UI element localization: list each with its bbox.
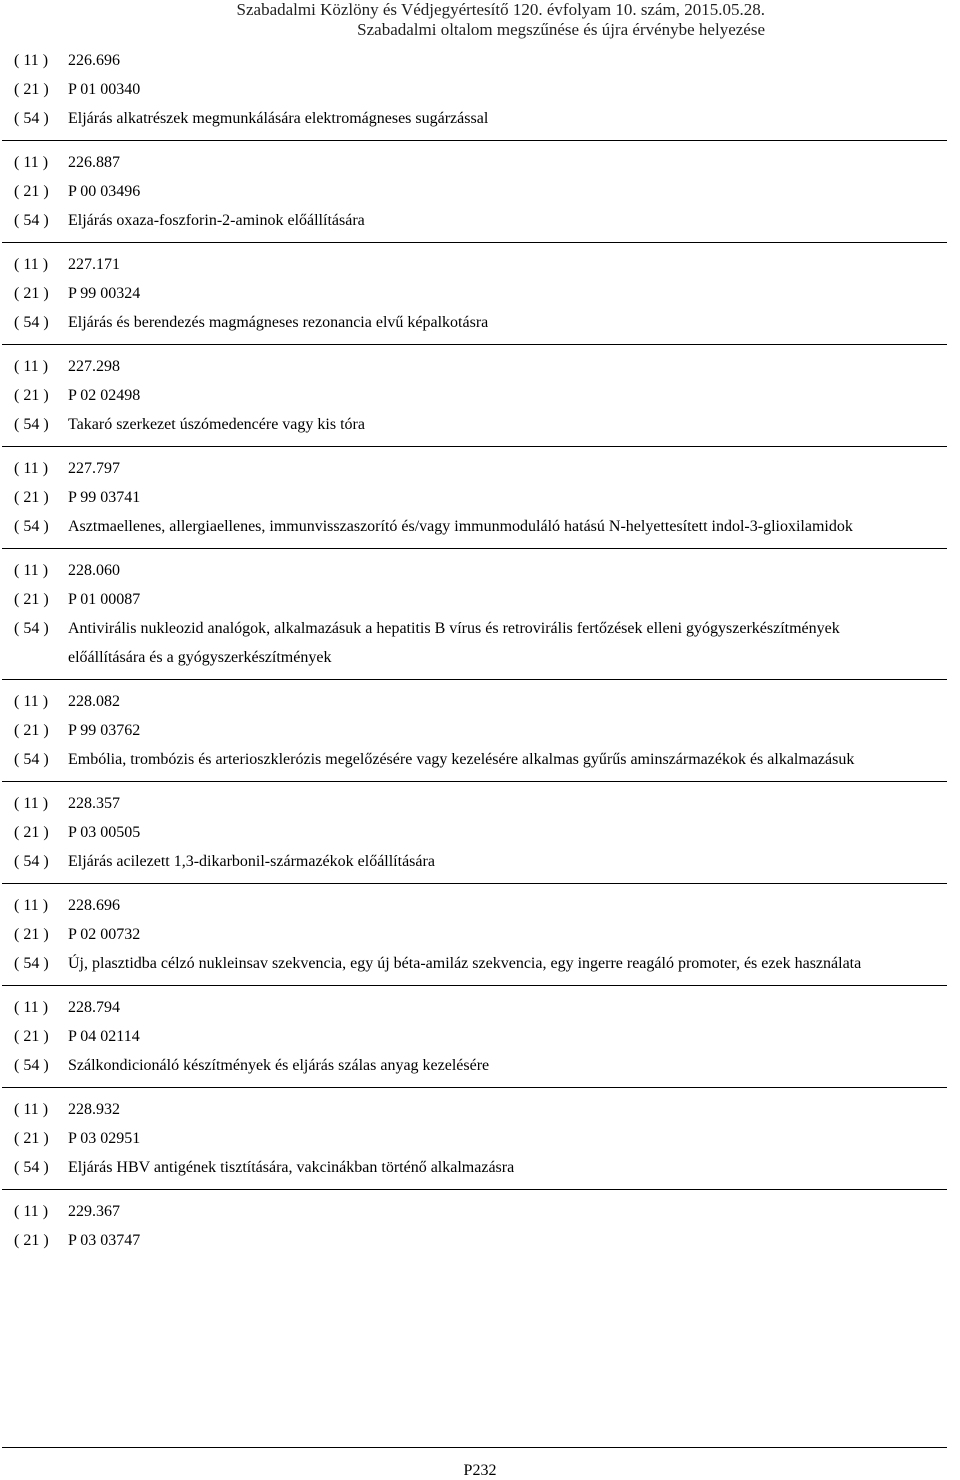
code-11-label: ( 11 ) bbox=[14, 256, 49, 273]
code-11-label: ( 11 ) bbox=[14, 562, 49, 579]
patent-number: 226.887 bbox=[68, 154, 120, 171]
patent-number-row bbox=[0, 556, 960, 585]
patent-title-row bbox=[0, 104, 960, 133]
code-54-label: ( 54 ) bbox=[14, 416, 49, 433]
application-number-row bbox=[0, 818, 960, 847]
patent-entry bbox=[0, 352, 960, 439]
entry-separator bbox=[2, 446, 947, 447]
patent-title-row bbox=[0, 614, 960, 672]
application-number: P 02 02498 bbox=[68, 387, 141, 404]
application-number: P 03 02951 bbox=[68, 1130, 141, 1147]
entry-separator bbox=[2, 679, 947, 680]
application-number-row bbox=[0, 381, 960, 410]
code-54-label: ( 54 ) bbox=[14, 110, 49, 127]
patent-number-row bbox=[0, 454, 960, 483]
patent-number-row bbox=[0, 148, 960, 177]
patent-number-row bbox=[0, 1197, 960, 1226]
code-54-label: ( 54 ) bbox=[14, 314, 49, 331]
application-number: P 00 03496 bbox=[68, 183, 141, 200]
patent-title-row bbox=[0, 206, 960, 235]
patent-title: Eljárás és berendezés magmágneses rezonancia elvű képalkotásra bbox=[68, 314, 489, 331]
patent-entry bbox=[0, 891, 960, 978]
entry-separator bbox=[2, 548, 947, 549]
code-11-label: ( 11 ) bbox=[14, 52, 49, 69]
patent-title-row bbox=[0, 1051, 960, 1080]
patent-number-row bbox=[0, 250, 960, 279]
patent-number-row bbox=[0, 687, 960, 716]
code-21-label: ( 21 ) bbox=[14, 1232, 49, 1249]
patent-title-row bbox=[0, 512, 960, 541]
patent-title-row bbox=[0, 308, 960, 337]
code-21-label: ( 21 ) bbox=[14, 387, 49, 404]
application-number-row bbox=[0, 1226, 960, 1255]
code-11-label: ( 11 ) bbox=[14, 154, 49, 171]
code-54-label: ( 54 ) bbox=[14, 620, 49, 637]
patent-title: Asztmaellenes, allergiaellenes, immunvisszaszorító és/vagy immunmoduláló hatású N-helyettesített indol-3-glioxilamidok bbox=[68, 518, 853, 535]
code-11-label: ( 11 ) bbox=[14, 1203, 49, 1220]
patent-number: 228.932 bbox=[68, 1101, 120, 1118]
patent-number-row bbox=[0, 789, 960, 818]
patent-entry bbox=[0, 250, 960, 337]
code-21-label: ( 21 ) bbox=[14, 824, 49, 841]
patent-title: Új, plasztidba célzó nukleinsav szekvencia, egy új béta-amiláz szekvencia, egy ingerre reagáló promoter, és ezek használata bbox=[68, 955, 862, 972]
patent-number: 227.171 bbox=[68, 256, 120, 273]
code-21-label: ( 21 ) bbox=[14, 183, 49, 200]
patent-title-row bbox=[0, 745, 960, 774]
code-21-label: ( 21 ) bbox=[14, 722, 49, 739]
patent-title: Eljárás oxaza-foszforin-2-aminok előállítására bbox=[68, 212, 365, 229]
application-number-row bbox=[0, 279, 960, 308]
patent-number-row bbox=[0, 352, 960, 381]
patent-title-row bbox=[0, 847, 960, 876]
patent-entry bbox=[0, 789, 960, 876]
application-number-row bbox=[0, 920, 960, 949]
patent-number: 228.060 bbox=[68, 562, 120, 579]
code-21-label: ( 21 ) bbox=[14, 285, 49, 302]
patent-number: 228.696 bbox=[68, 897, 120, 914]
entry-separator bbox=[2, 344, 947, 345]
patent-number: 228.357 bbox=[68, 795, 120, 812]
patent-number: 228.082 bbox=[68, 693, 120, 710]
patent-number-row bbox=[0, 891, 960, 920]
application-number: P 99 00324 bbox=[68, 285, 141, 302]
entry-separator bbox=[2, 781, 947, 782]
patent-title: Eljárás alkatrészek megmunkálására elektromágneses sugárzással bbox=[68, 110, 489, 127]
patent-title: Embólia, trombózis és arterioszklerózis megelőzésére vagy kezelésére alkalmas gyűrűs aminszármazékok és alkalmazásuk bbox=[68, 751, 855, 768]
code-21-label: ( 21 ) bbox=[14, 81, 49, 98]
code-54-label: ( 54 ) bbox=[14, 751, 49, 768]
application-number: P 03 03747 bbox=[68, 1232, 141, 1249]
application-number-row bbox=[0, 177, 960, 206]
page-header bbox=[145, 0, 765, 40]
application-number-row bbox=[0, 1124, 960, 1153]
entry-separator bbox=[2, 1189, 947, 1190]
code-54-label: ( 54 ) bbox=[14, 212, 49, 229]
code-11-label: ( 11 ) bbox=[14, 460, 49, 477]
patent-title-row bbox=[0, 1153, 960, 1182]
patent-entry bbox=[0, 454, 960, 541]
code-11-label: ( 11 ) bbox=[14, 693, 49, 710]
code-11-label: ( 11 ) bbox=[14, 999, 49, 1016]
patent-number: 228.794 bbox=[68, 999, 120, 1016]
code-11-label: ( 11 ) bbox=[14, 897, 49, 914]
patent-number: 229.367 bbox=[68, 1203, 120, 1220]
footer-rule bbox=[2, 1447, 947, 1448]
code-21-label: ( 21 ) bbox=[14, 591, 49, 608]
patent-number-row bbox=[0, 993, 960, 1022]
patent-entry bbox=[0, 993, 960, 1080]
code-54-label: ( 54 ) bbox=[14, 955, 49, 972]
patent-entry bbox=[0, 1197, 960, 1255]
patent-title: Eljárás HBV antigének tisztítására, vakcinákban történő alkalmazásra bbox=[68, 1159, 515, 1176]
patent-entry bbox=[0, 46, 960, 133]
application-number: P 03 00505 bbox=[68, 824, 141, 841]
application-number: P 02 00732 bbox=[68, 926, 141, 943]
patent-entry bbox=[0, 556, 960, 672]
application-number-row bbox=[0, 483, 960, 512]
code-21-label: ( 21 ) bbox=[14, 489, 49, 506]
application-number-row bbox=[0, 716, 960, 745]
code-11-label: ( 11 ) bbox=[14, 795, 49, 812]
code-11-label: ( 11 ) bbox=[14, 358, 49, 375]
application-number-row bbox=[0, 585, 960, 614]
patent-entry bbox=[0, 1095, 960, 1182]
application-number-row bbox=[0, 75, 960, 104]
patent-number: 226.696 bbox=[68, 52, 120, 69]
code-54-label: ( 54 ) bbox=[14, 1057, 49, 1074]
code-21-label: ( 21 ) bbox=[14, 926, 49, 943]
entry-separator bbox=[2, 242, 947, 243]
entry-separator bbox=[2, 883, 947, 884]
patent-entry bbox=[0, 687, 960, 774]
code-54-label: ( 54 ) bbox=[14, 518, 49, 535]
entry-separator bbox=[2, 140, 947, 141]
page-number: P232 bbox=[463, 1462, 497, 1479]
application-number: P 04 02114 bbox=[68, 1028, 140, 1045]
application-number: P 99 03762 bbox=[68, 722, 141, 739]
patent-number: 227.797 bbox=[68, 460, 120, 477]
entry-separator bbox=[2, 985, 947, 986]
patent-title-row bbox=[0, 949, 960, 978]
entry-separator bbox=[2, 1087, 947, 1088]
patent-entry-list bbox=[0, 46, 960, 1255]
patent-title: Eljárás acilezett 1,3-dikarbonil-származékok előállítására bbox=[68, 853, 435, 870]
code-21-label: ( 21 ) bbox=[14, 1130, 49, 1147]
application-number: P 99 03741 bbox=[68, 489, 141, 506]
application-number: P 01 00340 bbox=[68, 81, 141, 98]
patent-number-row bbox=[0, 46, 960, 75]
application-number: P 01 00087 bbox=[68, 591, 141, 608]
section-title: Szabadalmi oltalom megszűnése és újra érvénybe helyezése bbox=[357, 20, 765, 39]
patent-title: Szálkondicionáló készítmények és eljárás szálas anyag kezelésére bbox=[68, 1057, 490, 1074]
patent-title: Takaró szerkezet úszómedencére vagy kis tóra bbox=[68, 416, 365, 433]
patent-number-row bbox=[0, 1095, 960, 1124]
application-number-row bbox=[0, 1022, 960, 1051]
patent-title-row bbox=[0, 410, 960, 439]
code-11-label: ( 11 ) bbox=[14, 1101, 49, 1118]
patent-title: Antivirális nukleozid analógok, alkalmazásuk a hepatitis B vírus és retrovirális fertőzések elleni gyógyszerkészítmények előállítására és a gyógyszerkészítmények bbox=[68, 620, 840, 666]
journal-title: Szabadalmi Közlöny és Védjegyértesítő 120. évfolyam 10. szám, 2015.05.28. bbox=[236, 0, 765, 19]
patent-number: 227.298 bbox=[68, 358, 120, 375]
patent-entry bbox=[0, 148, 960, 235]
code-21-label: ( 21 ) bbox=[14, 1028, 49, 1045]
code-54-label: ( 54 ) bbox=[14, 1159, 49, 1176]
code-54-label: ( 54 ) bbox=[14, 853, 49, 870]
